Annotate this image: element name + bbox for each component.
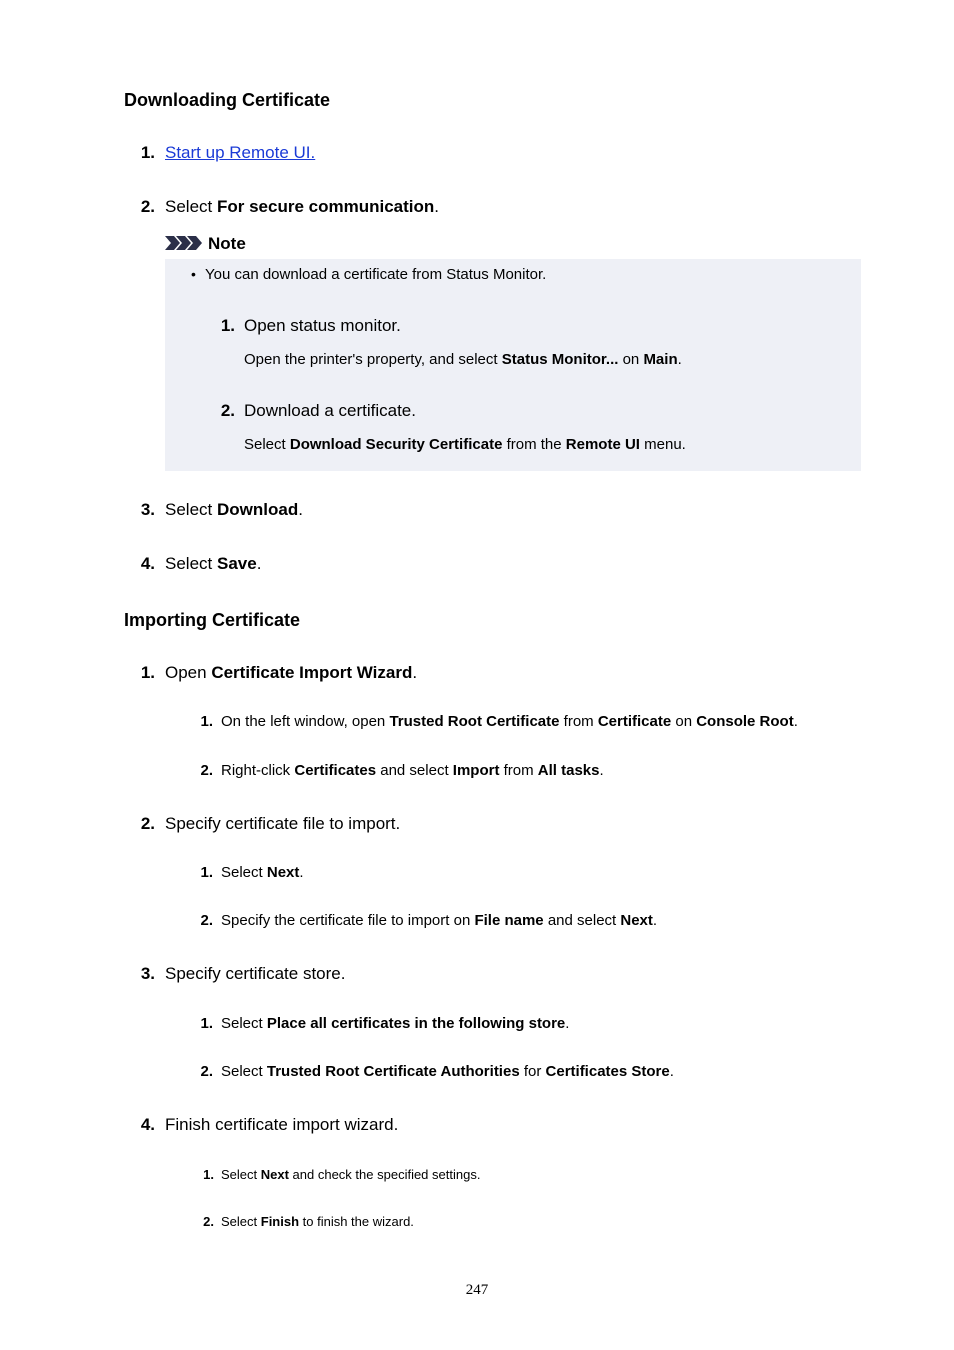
substep-number: 2. [200,1063,213,1080]
substep-text: Select Next and check the specified settings. [221,1167,481,1182]
step-number: 1. [220,316,235,335]
substep-text: Specify the certificate file to import on File name and select Next. [221,912,658,929]
note-label: Note [208,234,246,253]
step-text: Select Save. [165,554,262,573]
step-number: 2. [140,197,155,216]
note-bullet-text: You can download a certificate from Status Monitor. [205,266,547,283]
bullet-icon: • [191,266,196,282]
substep-text: On the left window, open Trusted Root Certificate from Certificate on Console Root. [221,713,798,730]
page-number: 247 [465,1282,489,1298]
substep-text: Select Next. [221,864,304,881]
step-text: Finish certificate import wizard. [165,1115,399,1134]
substep-text: Right-click Certificates and select Import from All tasks. [221,762,604,779]
substep-number: 1. [200,1015,213,1032]
step-text: Open Certificate Import Wizard. [165,663,418,682]
note-step-title: Open status monitor. [244,316,401,335]
step-number: 4. [140,554,155,573]
section-heading-importing: Importing Certificate [124,610,301,630]
substep-number: 2. [203,1214,214,1229]
step-text: Specify certificate store. [165,964,346,983]
section-heading-downloading: Downloading Certificate [124,90,331,110]
step-number: 2. [220,401,235,420]
substep-number: 2. [200,912,213,929]
note-step-desc: Select Download Security Certificate from the Remote UI menu. [244,436,686,453]
step-number: 3. [140,500,155,519]
step-text: Select For secure communication. [165,197,439,216]
step-text: Select Download. [165,500,303,519]
note-icon [165,234,205,257]
note-step-desc: Open the printer's property, and select Status Monitor... on Main. [244,351,682,368]
substep-number: 1. [200,713,213,730]
step-number: 1. [140,143,155,162]
substep-number: 1. [200,864,213,881]
substep-text: Select Trusted Root Certificate Authorities for Certificates Store. [221,1063,674,1080]
substep-text: Select Place all certificates in the following store. [221,1015,570,1032]
step-number: 3. [140,964,155,983]
step-number: 1. [140,663,155,682]
substep-number: 1. [203,1167,214,1182]
substep-number: 2. [200,762,213,779]
step-number: 2. [140,814,155,833]
substep-text: Select Finish to finish the wizard. [221,1214,414,1229]
step-text: Specify certificate file to import. [165,814,401,833]
note-step-title: Download a certificate. [244,401,416,420]
start-remote-ui-link[interactable]: Start up Remote UI. [165,143,316,162]
step-number: 4. [140,1115,155,1134]
